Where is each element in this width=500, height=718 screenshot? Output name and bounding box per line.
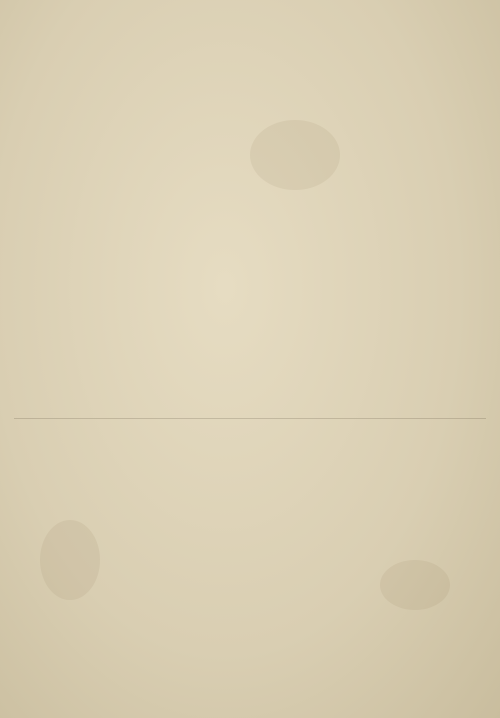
lower-text-block [14, 430, 486, 692]
upper-text-block [14, 12, 486, 404]
section-divider [14, 418, 486, 419]
